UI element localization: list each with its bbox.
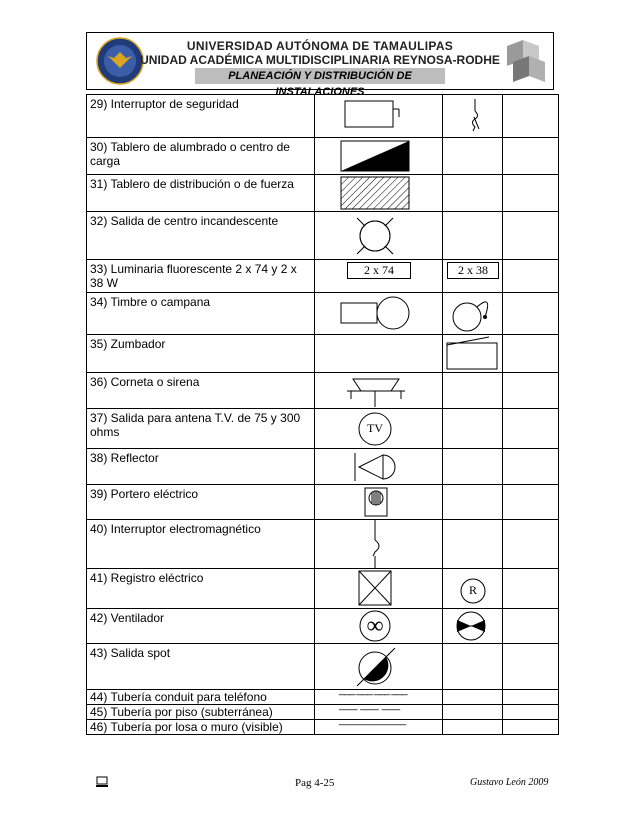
- row-label: 36) Corneta o sirena: [87, 373, 315, 409]
- unit-logo: [499, 36, 549, 86]
- fan-infinity-label: ∞: [366, 613, 384, 639]
- row-label: 45) Tubería por piso (subterránea): [87, 705, 315, 720]
- siren-icon: [315, 373, 443, 408]
- table-row: [87, 720, 559, 735]
- row-label: 33) Luminaria fluorescente 2 x 74 y 2 x 38 W: [87, 260, 315, 293]
- symbol-cell: [315, 485, 443, 520]
- empty-cell: [503, 95, 559, 138]
- symbol-cell: [443, 609, 503, 644]
- table-row: [87, 569, 559, 609]
- table-row: [87, 690, 559, 705]
- safety-switch-icon: [315, 95, 443, 137]
- empty-cell: [503, 335, 559, 373]
- spot-outlet-icon: [315, 644, 443, 689]
- fluorescent-74-box: 2 x 74: [347, 262, 411, 279]
- symbol-cell: [315, 569, 443, 609]
- empty-cell: [503, 569, 559, 609]
- table-row: [87, 705, 559, 720]
- author-credit: Gustavo León 2009: [470, 777, 549, 788]
- symbol-cell: [315, 609, 443, 644]
- empty-cell: [503, 212, 559, 260]
- row-label: 44) Tubería conduit para teléfono: [87, 690, 315, 705]
- buzzer-bell-icon: [443, 293, 503, 334]
- symbol-cell: [443, 293, 503, 335]
- power-panel-icon: [315, 175, 443, 211]
- symbols-table: [86, 94, 559, 735]
- symbol-cell: [315, 714, 443, 735]
- empty-cell: [503, 260, 559, 293]
- table-row: [87, 644, 559, 690]
- row-label: 29) Interruptor de seguridad: [87, 95, 315, 138]
- symbol-cell: [443, 260, 503, 293]
- symbol-cell: [315, 449, 443, 485]
- symbol-cell: [315, 260, 443, 293]
- empty-cell: [503, 705, 559, 720]
- row-label: 30) Tablero de alumbrado o centro de carga: [87, 138, 315, 175]
- course-title: PLANEACIÓN Y DISTRIBUCIÓN DE INSTALACIONES: [195, 68, 445, 84]
- incandescent-outlet-icon: [315, 212, 443, 259]
- empty-cell: [443, 212, 503, 260]
- empty-cell: [443, 720, 503, 735]
- table-row: [87, 485, 559, 520]
- empty-cell: [503, 644, 559, 690]
- row-label: 32) Salida de centro incandescente: [87, 212, 315, 260]
- symbol-cell: [443, 335, 503, 373]
- row-label: 46) Tubería por losa o muro (visible): [87, 720, 315, 735]
- symbol-cell: [315, 373, 443, 409]
- empty-cell: [503, 720, 559, 735]
- fluorescent-38-box: 2 x 38: [447, 262, 499, 279]
- page-number: Pag 4-25: [295, 777, 335, 789]
- symbol-cell: [443, 569, 503, 609]
- table-row: [87, 175, 559, 212]
- empty-cell: [443, 138, 503, 175]
- symbol-cell: [315, 520, 443, 569]
- empty-cell: [443, 520, 503, 569]
- table-row: [87, 95, 559, 138]
- wall-conduit-line: ___________: [339, 714, 407, 726]
- row-label: 39) Portero eléctrico: [87, 485, 315, 520]
- row-label: 34) Timbre o campana: [87, 293, 315, 335]
- row-label: 43) Salida spot: [87, 644, 315, 690]
- empty-cell: [503, 409, 559, 449]
- bell-icon: [315, 293, 443, 334]
- table-row: [87, 373, 559, 409]
- empty-cell: [443, 373, 503, 409]
- table-row: [87, 449, 559, 485]
- empty-cell: [443, 690, 503, 705]
- empty-cell: [503, 373, 559, 409]
- reflector-icon: [315, 449, 443, 484]
- row-label: 38) Reflector: [87, 449, 315, 485]
- table-row: [87, 409, 559, 449]
- door-phone-icon: [315, 485, 443, 519]
- empty-cell: [503, 449, 559, 485]
- table-row: [87, 260, 559, 293]
- electromagnetic-switch-icon: [315, 520, 443, 568]
- empty-cell: [503, 485, 559, 520]
- unit-name: UNIDAD ACADÉMICA MULTIDISCIPLINARIA REYNOSA-RODHE: [140, 53, 500, 67]
- row-label: 42) Ventilador: [87, 609, 315, 644]
- symbol-cell: [315, 138, 443, 175]
- empty-cell: [443, 705, 503, 720]
- empty-cell: [443, 485, 503, 520]
- computer-icon: [96, 776, 110, 788]
- table-row: [87, 520, 559, 569]
- symbol-cell: [315, 95, 443, 138]
- table-row: [87, 212, 559, 260]
- empty-cell: [443, 644, 503, 690]
- empty-cell: [315, 335, 443, 373]
- empty-cell: [443, 449, 503, 485]
- table-row: [87, 293, 559, 335]
- register-r-label: R: [468, 583, 477, 597]
- row-label: 40) Interruptor electromagnético: [87, 520, 315, 569]
- row-label: 41) Registro eléctrico: [87, 569, 315, 609]
- lighting-panel-icon: [315, 138, 443, 174]
- buzzer-icon: [443, 335, 503, 372]
- empty-cell: [503, 293, 559, 335]
- electrical-box-icon: [315, 569, 443, 608]
- document-header: [86, 32, 554, 98]
- floor-conduit-line: ___ ___ ___: [339, 699, 401, 711]
- symbol-cell: [315, 409, 443, 449]
- phone-conduit-line: ___ ___ ___ ___: [339, 684, 407, 696]
- empty-cell: [503, 690, 559, 705]
- empty-cell: [503, 609, 559, 644]
- row-label: 31) Tablero de distribución o de fuerza: [87, 175, 315, 212]
- row-label: 35) Zumbador: [87, 335, 315, 373]
- switch-icon: [443, 95, 503, 137]
- empty-cell: [503, 175, 559, 212]
- symbol-cell: [315, 175, 443, 212]
- table-row: [87, 335, 559, 373]
- symbol-cell: [315, 293, 443, 335]
- symbol-cell: [443, 95, 503, 138]
- row-label: 37) Salida para antena T.V. de 75 y 300 ohms: [87, 409, 315, 449]
- exhaust-fan-icon: [443, 609, 503, 643]
- university-name: UNIVERSIDAD AUTÓNOMA DE TAMAULIPAS: [186, 39, 454, 53]
- empty-cell: [443, 175, 503, 212]
- empty-cell: [503, 520, 559, 569]
- tv-label: TV: [367, 421, 383, 435]
- empty-cell: [503, 138, 559, 175]
- table-row: [87, 138, 559, 175]
- symbol-cell: [315, 644, 443, 690]
- symbol-cell: [315, 212, 443, 260]
- empty-cell: [443, 409, 503, 449]
- table-row: [87, 609, 559, 644]
